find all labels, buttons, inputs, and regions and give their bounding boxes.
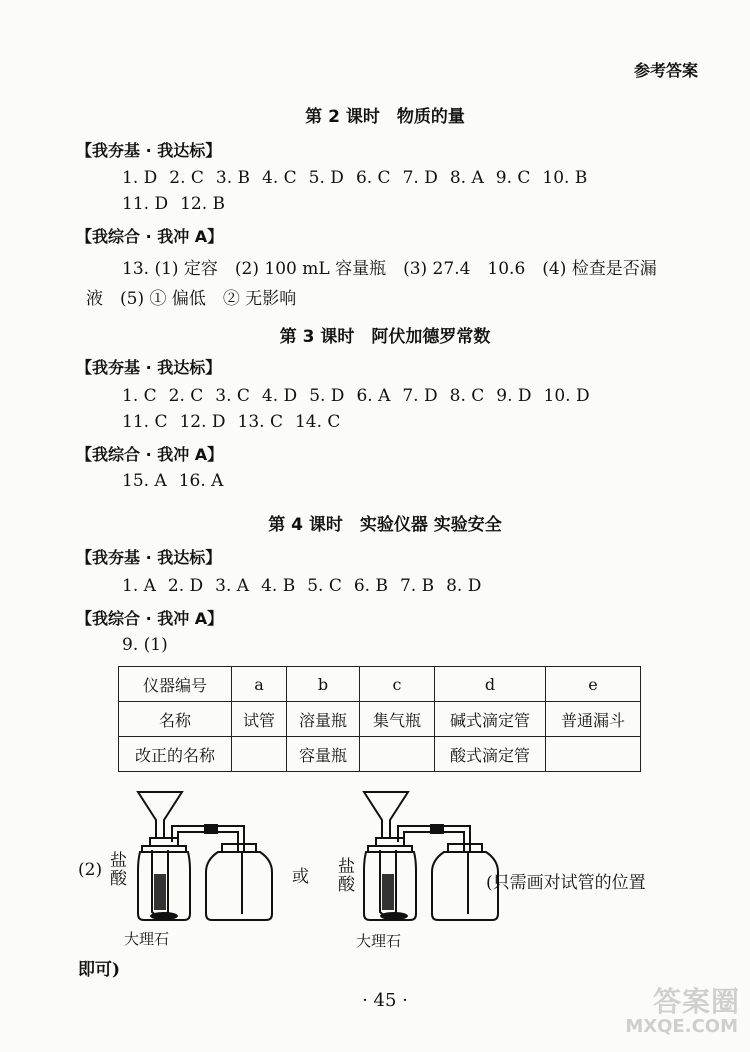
table-cell — [546, 737, 641, 772]
answer: 13. C — [237, 412, 283, 432]
answer: 11. C — [122, 412, 168, 432]
answer: 1. C — [122, 386, 157, 406]
lesson-2-answers-row1 — [122, 168, 587, 188]
lesson-3-answers-row3 — [122, 471, 223, 491]
q9-part2-label: (2) — [78, 860, 103, 880]
answer: 6. A — [356, 386, 391, 406]
answer: 1. D — [122, 168, 158, 188]
lesson-3-basic-tag: 【我夯基 · 我达标】 — [76, 358, 222, 377]
marble-label-2: 大理石 — [356, 932, 402, 950]
answer: 5. D — [309, 386, 345, 406]
answer: 10. D — [543, 386, 590, 406]
watermark-url: MXQE.COM — [625, 1016, 738, 1037]
answer: 8. D — [446, 576, 482, 596]
row-header: 名称 — [119, 702, 232, 737]
page-number: · 45 · — [362, 990, 408, 1011]
answer: 15. A — [122, 471, 167, 491]
watermark-logo: 答案圈 — [652, 985, 740, 1018]
answer: 4. D — [261, 386, 298, 406]
acid-label-2: 盐 酸 — [338, 857, 355, 895]
lesson-3-advanced-tag: 【我综合 · 我冲 A】 — [76, 445, 224, 464]
answer: 8. A — [449, 168, 484, 188]
table-cell: 溶量瓶 — [287, 702, 360, 737]
answer: 3. A — [215, 576, 250, 596]
page-header: 参考答案 — [633, 61, 698, 80]
answer: 9. D — [496, 386, 532, 406]
or-text: 或 — [292, 867, 309, 887]
table-cell: c — [360, 667, 435, 702]
table-row — [119, 737, 641, 772]
q13-line1: 13. (1) 定容 (2) 100 mL 容量瓶 (3) 27.4 10.6 (4) 检查是否漏 — [122, 259, 657, 279]
answer: 7. D — [402, 168, 438, 188]
answer: 1. A — [122, 576, 156, 596]
answer: 6. C — [355, 168, 391, 188]
lesson-4-title: 第 4 课时 实验仪器 实验安全 — [268, 515, 502, 535]
apparatus-diagram-1 — [124, 790, 284, 930]
table-cell: 集气瓶 — [360, 702, 435, 737]
marble-label-1: 大理石 — [124, 930, 170, 948]
lesson-2-advanced-tag: 【我综合 · 我冲 A】 — [76, 227, 224, 246]
lesson-2-answers-row2 — [122, 194, 225, 214]
table-cell: 容量瓶 — [287, 737, 360, 772]
answer: 4. C — [262, 168, 297, 188]
q13-line2: 液 (5) ① 偏低 ② 无影响 — [86, 289, 297, 309]
row-header: 改正的名称 — [119, 737, 232, 772]
table-cell: e — [546, 667, 641, 702]
table-cell: 碱式滴定管 — [435, 702, 546, 737]
table-row — [119, 667, 641, 702]
apparatus-diagram-2 — [350, 790, 510, 930]
answer: 5. C — [307, 576, 342, 596]
note-end-text: 即可) — [78, 960, 121, 980]
answer: 12. B — [180, 194, 226, 214]
answer: 11. D — [122, 194, 169, 214]
lesson-2-title: 第 2 课时 物质的量 — [305, 107, 465, 127]
answer: 2. C — [169, 168, 204, 188]
table-cell — [360, 737, 435, 772]
answer: 8. C — [449, 386, 485, 406]
lesson-4-basic-tag: 【我夯基 · 我达标】 — [76, 548, 222, 567]
lesson-4-answers-row1 — [122, 576, 481, 596]
answer: 14. C — [294, 412, 341, 432]
table-cell: 酸式滴定管 — [435, 737, 546, 772]
instrument-table — [118, 666, 641, 772]
answer: 7. D — [402, 386, 438, 406]
answer: 10. B — [542, 168, 588, 188]
table-cell — [232, 737, 287, 772]
acid-label-1: 盐 酸 — [110, 851, 127, 889]
answer: 5. D — [308, 168, 344, 188]
answer: 16. A — [178, 471, 224, 491]
lesson-2-basic-tag: 【我夯基 · 我达标】 — [76, 141, 222, 160]
lesson-3-title: 第 3 课时 阿伏加德罗常数 — [279, 327, 491, 347]
table-row — [119, 702, 641, 737]
row-header: 仪器编号 — [119, 667, 232, 702]
answer: 4. B — [261, 576, 296, 596]
answer: 2. C — [168, 386, 204, 406]
note-text: (只需画对试管的位置 — [486, 873, 646, 893]
answer: 7. B — [399, 576, 435, 596]
answer: 3. C — [215, 386, 250, 406]
table-cell: 普通漏斗 — [546, 702, 641, 737]
answer: 12. D — [179, 412, 226, 432]
answer: 2. D — [167, 576, 204, 596]
table-cell: b — [287, 667, 360, 702]
table-cell: 试管 — [232, 702, 287, 737]
lesson-4-advanced-tag: 【我综合 · 我冲 A】 — [76, 609, 224, 628]
answer: 6. B — [353, 576, 388, 596]
lesson-3-answers-row1 — [122, 386, 590, 406]
q9-label: 9. (1) — [122, 635, 168, 655]
lesson-3-answers-row2 — [122, 412, 340, 432]
answer: 9. C — [495, 168, 531, 188]
table-cell: a — [232, 667, 287, 702]
table-cell: d — [435, 667, 546, 702]
answer: 3. B — [215, 168, 251, 188]
